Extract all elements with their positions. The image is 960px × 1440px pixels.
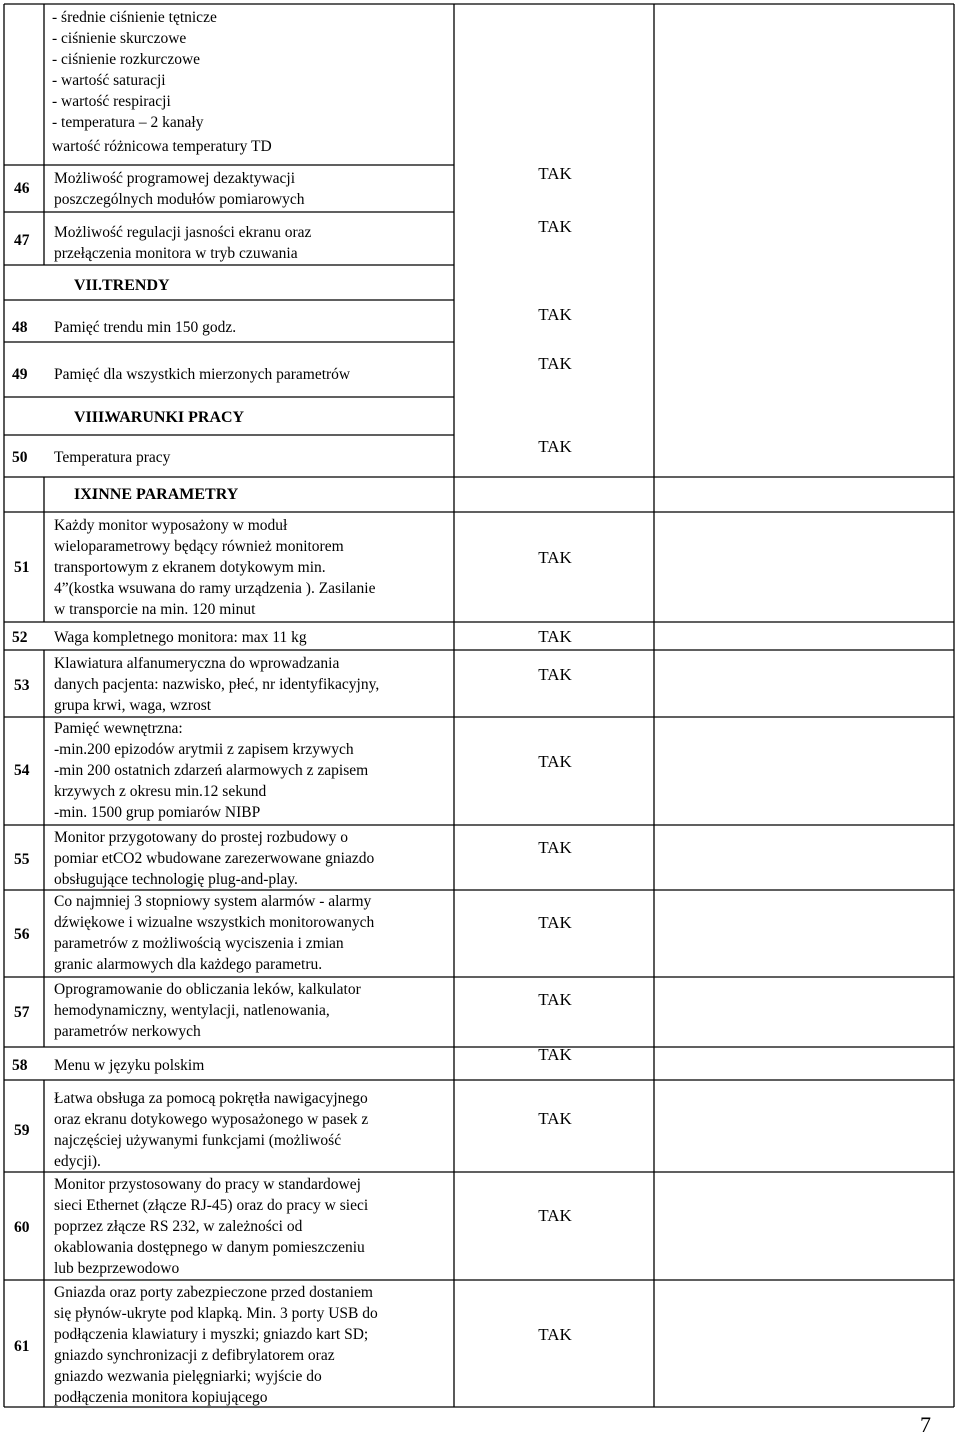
row-description-line: sieci Ethernet (złącze RJ-45) oraz do pracy w sieci xyxy=(54,1197,369,1214)
row-answer: TAK xyxy=(538,627,572,646)
row-answer: TAK xyxy=(538,217,572,236)
table-row xyxy=(14,720,573,821)
row-description-line: dźwiękowe i wizualne wszystkich monitorowanych xyxy=(54,914,375,931)
row-number: 51 xyxy=(14,559,30,576)
row-number: 59 xyxy=(14,1122,30,1139)
row-description-line: grupa krwi, waga, wzrost xyxy=(54,697,212,714)
table-row xyxy=(14,981,573,1040)
row-description-line: transportowym z ekranem dotykowym min. xyxy=(54,559,326,576)
row-description-line: gniazdo synchronizacji z defibrylatorem oraz xyxy=(54,1347,335,1364)
row-description-line: oraz ekranu dotykowego wyposażonego w pasek z xyxy=(54,1111,369,1128)
section-number: IX. xyxy=(74,486,96,503)
row-number: 56 xyxy=(14,926,30,943)
table-row xyxy=(12,354,573,383)
row-number: 55 xyxy=(14,851,30,868)
row-description-line: pomiar etCO2 wbudowane zarezerwowane gniazdo xyxy=(54,850,375,867)
row-description-line: Co najmniej 3 stopniowy system alarmów - alarmy xyxy=(54,893,372,910)
row-description-line: lub bezprzewodowo xyxy=(54,1260,180,1277)
table-row xyxy=(12,305,573,336)
table-row xyxy=(12,1045,573,1074)
parameter-list-item: - wartość respiracji xyxy=(52,93,171,110)
row-number: 50 xyxy=(12,449,28,466)
row-description-line: podłączenia klawiatury i myszki; gniazdo kart SD; xyxy=(54,1326,369,1343)
row-number: 46 xyxy=(14,180,30,197)
row-description-line: w transporcie na min. 120 minut xyxy=(54,601,256,618)
row-description-line: Temperatura pracy xyxy=(54,449,171,466)
row-number: 57 xyxy=(14,1004,30,1021)
section-title: WARUNKI PRACY xyxy=(105,409,245,426)
row-answer: TAK xyxy=(538,913,572,932)
row-description-line: hemodynamiczny, wentylacji, natlenowania, xyxy=(54,1002,330,1019)
row-description-line: Waga kompletnego monitora: max 11 kg xyxy=(54,629,307,646)
row-description-line: granic alarmowych dla każdego parametru. xyxy=(54,956,323,973)
row-description-line: poprzez złącze RS 232, w zależności od xyxy=(54,1218,303,1235)
row-answer: TAK xyxy=(538,1325,572,1344)
page-number: 7 xyxy=(920,1412,931,1437)
row-description-line: Gniazda oraz porty zabezpieczone przed dostaniem xyxy=(54,1284,373,1301)
row-description-line: 4”(kostka wsuwana do ramy urządzenia ). Zasilanie xyxy=(54,580,376,597)
row-answer: TAK xyxy=(538,354,572,373)
row-description-line: Pamięć dla wszystkich mierzonych parametrów xyxy=(54,366,351,383)
table-rows xyxy=(12,164,573,1406)
row-number: 49 xyxy=(12,366,28,383)
row-answer: TAK xyxy=(538,164,572,183)
table-row xyxy=(14,217,573,262)
table-row xyxy=(14,1090,573,1170)
row-description-line: danych pacjenta: nazwisko, płeć, nr identyfikacyjny, xyxy=(54,676,380,693)
row-description-line: gniazdo wezwania pielęgniarki; wyjście do xyxy=(54,1368,322,1385)
row-description-line: Każdy monitor wyposażony w moduł xyxy=(54,517,288,534)
row-answer: TAK xyxy=(538,838,572,857)
row-description-line: -min. 1500 grup pomiarów NIBP xyxy=(54,804,261,821)
row-number: 53 xyxy=(14,677,30,694)
parameter-list-item: - średnie ciśnienie tętnicze xyxy=(52,9,217,26)
table-row xyxy=(14,893,573,973)
parameter-list-item: - temperatura – 2 kanały xyxy=(52,114,204,131)
row-answer: TAK xyxy=(538,752,572,771)
row-description-line: okablowania dostępnego w danym pomieszczeniu xyxy=(54,1239,365,1256)
table-row xyxy=(14,829,573,888)
table-row xyxy=(14,517,573,618)
row-number: 47 xyxy=(14,232,30,249)
row-description-line: -min 200 ostatnich zdarzeń alarmowych z zapisem xyxy=(54,762,369,779)
table-row xyxy=(14,1284,573,1406)
row-description-line: parametrów z możliwością wyciszenia i zmian xyxy=(54,935,344,952)
row-description-line: Monitor przygotowany do prostej rozbudowy o xyxy=(54,829,349,846)
parameter-list-item: - wartość saturacji xyxy=(52,72,166,89)
row-number: 61 xyxy=(14,1338,30,1355)
row-description-line: -min.200 epizodów arytmii z zapisem krzywych xyxy=(54,741,354,758)
row-answer: TAK xyxy=(538,665,572,684)
section-number: VIII. xyxy=(74,409,109,426)
row-description-line: wieloparametrowy będący również monitorem xyxy=(54,538,344,555)
row-description-line: Menu w języku polskim xyxy=(54,1057,205,1074)
row-description-line: obsługujące technologię plug-and-play. xyxy=(54,871,298,888)
row-number: 60 xyxy=(14,1219,30,1236)
section-title: TRENDY xyxy=(102,277,170,294)
row-answer: TAK xyxy=(538,1109,572,1128)
row-description-line: poszczególnych modułów pomiarowych xyxy=(54,191,305,208)
row-description-line: krzywych z okresu min.12 sekund xyxy=(54,783,267,800)
row-description-line: Oprogramowanie do obliczania leków, kalkulator xyxy=(54,981,361,998)
row-number: 52 xyxy=(12,629,28,646)
section-header-inne xyxy=(74,486,239,503)
section-header-warunki xyxy=(74,409,245,426)
row-description-line: Możliwość regulacji jasności ekranu oraz xyxy=(54,224,312,241)
row-description-line: się płynów-ukryte pod klapką. Min. 3 porty USB do xyxy=(54,1305,378,1322)
parameter-list-item: wartość różnicowa temperatury TD xyxy=(52,138,272,155)
parameter-list-item: - ciśnienie rozkurczowe xyxy=(52,51,201,68)
row-description-line: Pamięć trendu min 150 godz. xyxy=(54,319,237,336)
row-description-line: najczęściej używanymi funkcjami (możliwość xyxy=(54,1132,342,1149)
table-row xyxy=(14,164,573,208)
table-row xyxy=(14,655,573,714)
specification-table-page xyxy=(2,2,958,1438)
table-row xyxy=(14,1176,573,1277)
row-answer: TAK xyxy=(538,437,572,456)
row-description-line: Klawiatura alfanumeryczna do wprowadzania xyxy=(54,655,340,672)
row-answer: TAK xyxy=(538,1206,572,1225)
row-answer: TAK xyxy=(538,1045,572,1064)
row-description-line: przełączenia monitora w tryb czuwania xyxy=(54,245,298,262)
section-header-trendy xyxy=(74,277,170,294)
row-number: 48 xyxy=(12,319,28,336)
row-description-line: Łatwa obsługa za pomocą pokrętła nawigacyjnego xyxy=(54,1090,368,1107)
row-description-line: podłączenia monitora kopiującego xyxy=(54,1389,268,1406)
row-description-line: Monitor przystosowany do pracy w standardowej xyxy=(54,1176,361,1193)
row-answer: TAK xyxy=(538,548,572,567)
row-description-line: edycji). xyxy=(54,1153,101,1170)
table-row xyxy=(12,437,573,466)
row-description-line: Możliwość programowej dezaktywacji xyxy=(54,170,296,187)
row-description-line: parametrów nerkowych xyxy=(54,1023,201,1040)
section-title: INNE PARAMETRY xyxy=(92,486,239,503)
parameter-list xyxy=(52,9,272,155)
row-number: 58 xyxy=(12,1057,28,1074)
row-description-line: Pamięć wewnętrzna: xyxy=(54,720,183,737)
row-number: 54 xyxy=(14,762,30,779)
section-number: VII. xyxy=(74,277,103,294)
row-answer: TAK xyxy=(538,990,572,1009)
table-row xyxy=(12,627,573,646)
parameter-list-item: - ciśnienie skurczowe xyxy=(52,30,187,47)
row-answer: TAK xyxy=(538,305,572,324)
